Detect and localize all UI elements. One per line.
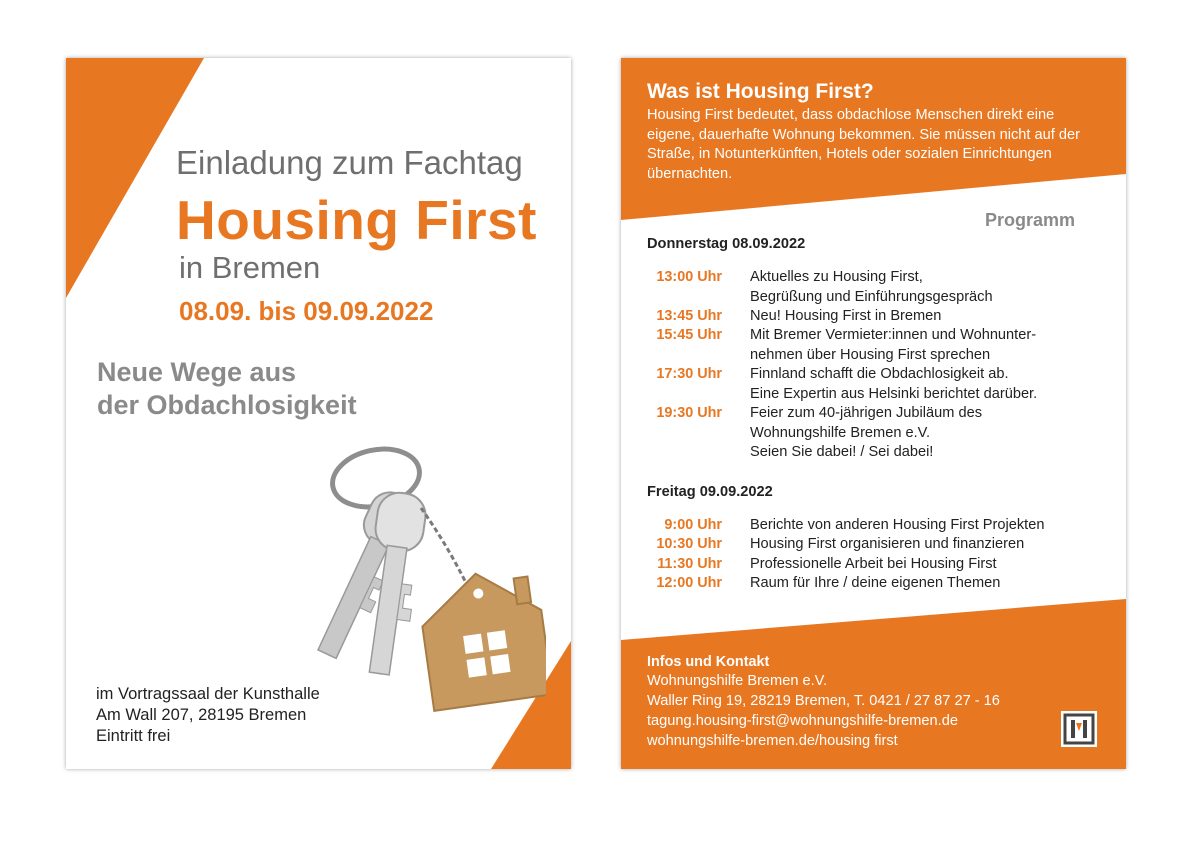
day2-heading: Freitag 09.09.2022: [647, 484, 773, 500]
venue-info: [96, 684, 320, 747]
schedule-time: 11:30 Uhr: [657, 556, 722, 572]
schedule-line: Mit Bremer Vermieter:innen und Wohnunter-: [750, 327, 1037, 343]
schedule-time: 15:45 Uhr: [656, 327, 722, 343]
event-dates: 08.09. bis 09.09.2022: [179, 296, 434, 326]
house-keys-image: [246, 433, 546, 713]
contact-organization: Wohnungshilfe Bremen e.V.: [647, 673, 828, 689]
tagline-line: Neue Wege aus: [97, 357, 297, 387]
organization-logo-icon: [1061, 711, 1097, 747]
schedule-text: Raum für Ihre / deine eigenen Themen: [750, 575, 1001, 591]
schedule-line: Neu! Housing First in Bremen: [750, 308, 942, 324]
contact-email[interactable]: tagung.housing-first@wohnungshilfe-bremen.de: [647, 713, 958, 729]
schedule-time: 19:30 Uhr: [656, 405, 722, 421]
schedule-text: [750, 268, 993, 307]
schedule-text: [750, 307, 941, 327]
venue-line: Am Wall 207, 28195 Bremen: [96, 706, 307, 724]
venue-line: im Vortragssaal der Kunsthalle: [96, 685, 320, 703]
schedule-text: Berichte von anderen Housing First Projekten: [750, 517, 1045, 533]
schedule-time: 12:00 Uhr: [656, 575, 722, 591]
invitation-line: Einladung zum Fachtag: [176, 144, 523, 181]
schedule-line: Feier zum 40-jährigen Jubiläum des: [750, 405, 982, 421]
schedule-line: Finnland schafft die Obdachlosigkeit ab.: [750, 366, 1009, 382]
flyer-back: [621, 58, 1126, 769]
schedule-line: nehmen über Housing First sprechen: [750, 346, 991, 363]
schedule-time: 9:00 Uhr: [664, 517, 722, 533]
tagline-line: der Obdachlosigkeit: [97, 390, 357, 420]
schedule-time: 13:00 Uhr: [656, 269, 722, 285]
day1-heading: Donnerstag 08.09.2022: [647, 236, 806, 252]
schedule-time: 17:30 Uhr: [656, 366, 722, 382]
flyer-front: [66, 58, 571, 769]
event-city: in Bremen: [179, 250, 321, 285]
schedule-text: [750, 326, 1036, 365]
intro-heading: Was ist Housing First?: [647, 80, 874, 103]
contact-heading: Infos und Kontakt: [647, 654, 770, 670]
contact-website[interactable]: wohnungshilfe-bremen.de/housing first: [647, 733, 898, 749]
schedule-line: Aktuelles zu Housing First,: [750, 269, 923, 285]
schedule-line: Wohnungshilfe Bremen e.V.: [750, 424, 931, 441]
schedule-line: Begrüßung und Einführungsgespräch: [750, 288, 993, 305]
schedule-text: Professionelle Arbeit bei Housing First: [750, 556, 997, 572]
schedule-time: 10:30 Uhr: [656, 536, 722, 552]
schedule-text: Housing First organisieren und finanzieren: [750, 536, 1025, 552]
schedule-text: [750, 365, 1037, 404]
schedule-line: Seien Sie dabei! / Sei dabei!: [750, 444, 934, 460]
schedule-line: Eine Expertin aus Helsinki berichtet darüber.: [750, 385, 1038, 402]
tagline: [97, 356, 357, 422]
event-title: Housing First: [176, 189, 537, 251]
schedule-text: [750, 404, 982, 463]
intro-text: Housing First bedeutet, dass obdachlose Menschen direkt eine eigene, dauerhafte Wohnung bekommen. Sie müssen nicht auf der Straße, in Notunterkünften, Hotels oder sozialen Einrichtungen übernachten.: [647, 107, 1080, 182]
program-heading: Programm: [985, 210, 1076, 230]
schedule-time: 13:45 Uhr: [656, 308, 722, 324]
contact-address: Waller Ring 19, 28219 Bremen, T. 0421 / 27 87 27 - 16: [647, 693, 1000, 709]
venue-line: Eintritt frei: [96, 727, 171, 745]
